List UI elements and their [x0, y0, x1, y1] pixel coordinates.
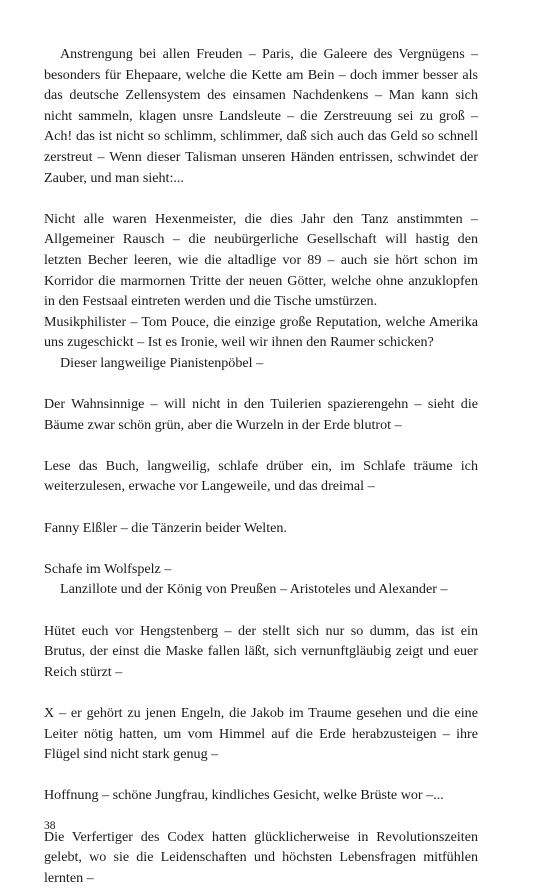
- paragraph-engel: X – er gehört zu jenen Engeln, die Jakob im Traume gesehen und die eine Leiter nötig hatten, um vom Himmel auf die Erde herabzusteigen – ihre Flügel sind nicht stark genug –: [44, 705, 478, 763]
- paragraph-hengstenberg: Hütet euch vor Hengstenberg – der stellt sich nur so dumm, das ist ein Brutus, der einst die Maske fallen läßt, sich vernunftgläubig zeigt und euer Reich stürzt –: [44, 622, 478, 680]
- paragraph-buch: Lese das Buch, langweilig, schlafe drüber ein, im Schlafe träume ich weiterzulesen, erwache vor Langeweile, und das dreimal –: [44, 457, 478, 495]
- paragraph-codex: Die Verfertiger des Codex hatten glücklicherweise in Revolutionszeiten gelebt, wo sie die Leidenschaften und höchsten Lebensfragen mitfühlen lernten –: [44, 828, 478, 886]
- paragraph-pianistenpoebel: Dieser langweilige Pianistenpöbel –: [60, 354, 264, 371]
- paragraph-paris: Anstrengung bei allen Freuden – Paris, die Galeere des Vergnügens – besonders für Ehepaare, welche die Kette am Bein – doch immer besser als das deutsche Zellensystem des einsamen Nachdenkens – Man kann sich nicht sammeln, klagen unsre Landsleute – die Zerstreuung sei zu groß – Ach! das ist nicht so schlimm, schlimmer, daß sich auch das Geld so schnell zerstreut – Wenn dieser Talisman unseren Händen entrissen, schwindet der Zauber, und man sieht:...: [44, 46, 478, 186]
- page-text-block: [44, 44, 478, 888]
- paragraph-hexenmeister: Nicht alle waren Hexenmeister, die dies Jahr den Tanz anstimmten – Allgemeiner Rausch – die neubürgerliche Gesellschaft will hastig den letzten Becher leeren, wie die altadlige vor 89 – auch sie hört schon im Korridor die marmornen Tritte der neuen Götter, welche ohne anzuklopfen in den Festsaal eintreten werden und die Tische umstürzen.: [44, 210, 478, 310]
- paragraph-schafe: Schafe im Wolfspelz –: [44, 560, 172, 577]
- paragraph-lanzillote: Lanzillote und der König von Preußen – Aristoteles und Alexander –: [60, 581, 448, 598]
- paragraph-hoffnung: Hoffnung – schöne Jungfrau, kindliches Gesicht, welke Brüste wor –...: [44, 787, 444, 804]
- paragraph-wahnsinnige: Der Wahnsinnige – will nicht in den Tuilerien spazierengehn – sieht die Bäume zwar schön grün, aber die Wurzeln in der Erde blutrot –: [44, 396, 478, 433]
- paragraph-fanny-elssler: Fanny Elßler – die Tänzerin beider Welten.: [44, 519, 287, 536]
- page-number: 38: [44, 820, 56, 832]
- paragraph-musikphilister: Musikphilister – Tom Pouce, die einzige große Reputation, welche Amerika uns zugeschickt – Ist es Ironie, weil wir ihnen den Raumer schicken?: [44, 313, 478, 351]
